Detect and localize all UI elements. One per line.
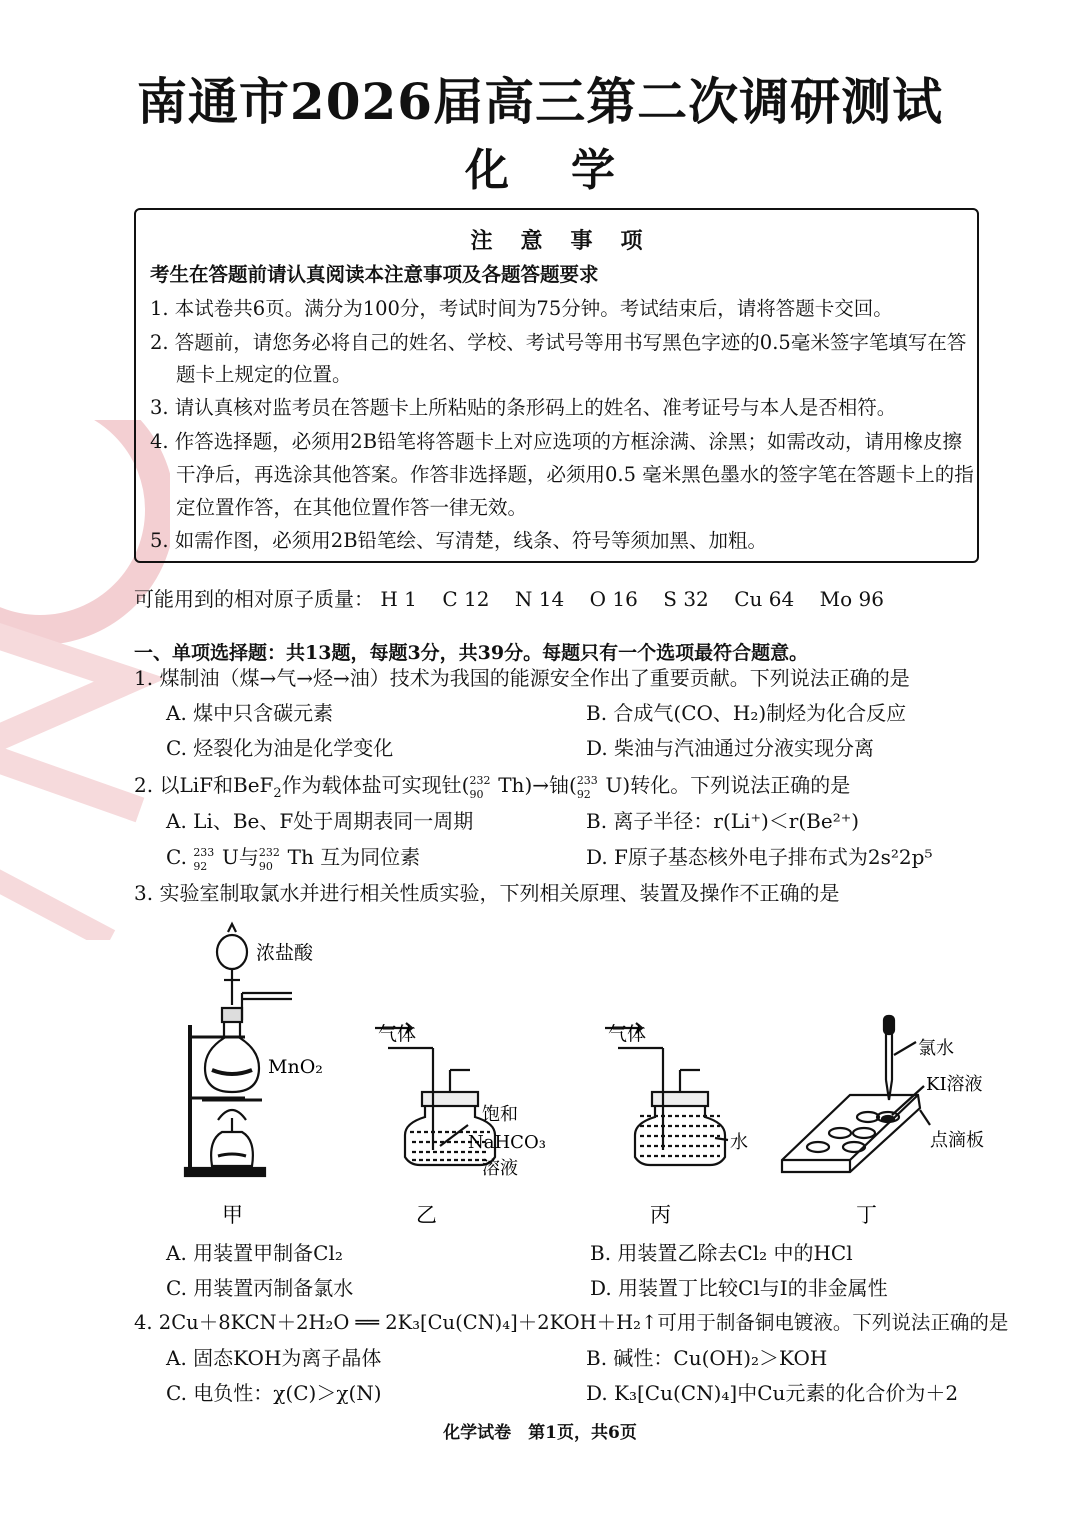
exam-title: 南通市2026届高三第二次调研测试 xyxy=(136,72,944,131)
q4-option-b: B. 碱性：Cu(OH)₂＞KOH xyxy=(586,1346,828,1370)
q3-option-c: C. 用装置丙制备氯水 xyxy=(166,1276,354,1300)
mass-h: H 1 xyxy=(380,587,417,611)
q1-option-b: B. 合成气(CO、H₂)制烃为化合反应 xyxy=(586,701,907,725)
label-spot-plate: 点滴板 xyxy=(930,1130,984,1151)
notice-line-2: 2. 答题前，请您务必将自己的姓名、学校、考试号等用书写黑色字迹的0.5毫米签字笔填写在答 xyxy=(150,331,967,354)
q4-stem: 4. 2Cu＋8KCN＋2H₂O ══ 2K₃[Cu(CN)₄]＋2KOH＋H₂↑可用于制备铜电镀液。下列说法正确的是 xyxy=(134,1311,1009,1334)
th-isotope-c xyxy=(258,846,280,873)
mass-o: O 16 xyxy=(589,587,638,611)
label-mno2: MnO₂ xyxy=(268,1056,323,1078)
label-saturated: 饱和 xyxy=(482,1104,518,1125)
atomic-masses xyxy=(134,584,884,614)
q2-option-c-part-c: Th 互为同位素 xyxy=(287,845,421,869)
u-atomic-number: 92 xyxy=(576,788,591,801)
notice-line-1: 1. 本试卷共6页。满分为100分，考试时间为75分钟。考试结束后，请将答题卡交回。 xyxy=(150,297,893,320)
notice-line-4b: 干净后，再选涂其他答案。作答非选择题，必须用0.5 毫米黑色墨水的签字笔在答题卡上的指 xyxy=(176,463,974,486)
subject-title: 化学 xyxy=(465,145,677,196)
q2-option-d: D. F原子基态核外电子排布式为2s²2p⁵ xyxy=(586,845,933,869)
q2-stem-part-c: Th)→铀( xyxy=(498,773,577,797)
label-ki-solution: KI溶液 xyxy=(926,1074,983,1095)
q2-stem-part-d: U)转化。下列说法正确的是 xyxy=(605,773,851,797)
q3-option-d: D. 用装置丁比较Cl与I的非金属性 xyxy=(590,1276,888,1300)
mass-mo: Mo 96 xyxy=(819,587,884,611)
u-isotope xyxy=(576,774,598,801)
q2-stem-part-b: 作为载体盐可实现钍( xyxy=(281,773,470,797)
u-atomic-number-c: 92 xyxy=(193,860,208,873)
label-gas-bing: 气体 xyxy=(608,1023,647,1045)
u-isotope-c xyxy=(193,846,215,873)
section-heading: 一、单项选择题：共13题，每题3分，共39分。每题只有一个选项最符合题意。 xyxy=(134,642,809,664)
label-jia: 甲 xyxy=(222,1203,243,1227)
mass-n: N 14 xyxy=(514,587,565,611)
th-atomic-number: 90 xyxy=(469,788,484,801)
page-footer: 化学试卷 第1页，共6页 xyxy=(443,1423,637,1443)
q1-stem: 1. 煤制油（煤→气→烃→油）技术为我国的能源安全作出了重要贡献。下列说法正确的是 xyxy=(134,666,910,690)
q2-option-a: A. Li、Be、F处于周期表同一周期 xyxy=(166,809,474,833)
label-conc-hcl: 浓盐酸 xyxy=(256,942,314,964)
q3-option-a: A. 用装置甲制备Cl₂ xyxy=(166,1241,343,1265)
q4-option-c: C. 电负性：χ(C)＞χ(N) xyxy=(166,1381,382,1405)
label-chlorine-water: 氯水 xyxy=(918,1038,954,1059)
q2-option-c-part-b: U与 xyxy=(222,845,259,869)
label-solution: 溶液 xyxy=(482,1158,518,1179)
q2-option-b: B. 离子半径：r(Li⁺)＜r(Be²⁺) xyxy=(586,809,860,833)
u-mass-c: 233 xyxy=(193,846,215,859)
label-gas-yi: 气体 xyxy=(378,1023,417,1045)
th-atomic-number-c: 90 xyxy=(258,860,273,873)
atomic-masses-label: 可能用到的相对原子质量： xyxy=(134,587,374,611)
q2-stem: 2. 以LiF和BeF$_2$作为载体盐可实现钍( 232 90 Th)→铀( 233 92 U)转化。下列说法正确的是 xyxy=(134,770,850,809)
label-water: 水 xyxy=(730,1132,748,1153)
label-nahco3: NaHCO₃ xyxy=(468,1132,546,1153)
th-mass-c: 232 xyxy=(258,846,280,859)
q1-option-c: C. 烃裂化为油是化学变化 xyxy=(166,736,394,760)
q2-stem-part-a: 2. 以LiF和BeF xyxy=(134,773,274,797)
mass-s: S 32 xyxy=(663,587,709,611)
q2-option-c xyxy=(166,842,420,872)
label-yi: 乙 xyxy=(416,1203,437,1227)
apparatus-figure xyxy=(150,920,1000,1230)
mass-c: C 12 xyxy=(442,587,490,611)
q3-stem: 3. 实验室制取氯水并进行相关性质实验，下列相关原理、装置及操作不正确的是 xyxy=(134,881,840,905)
notice-heading: 注意事项 xyxy=(470,228,671,254)
label-bing: 丙 xyxy=(650,1203,671,1227)
notice-intro: 考生在答题前请认真阅读本注意事项及各题答题要求 xyxy=(150,263,599,286)
notice-line-4: 4. 作答选择题，必须用2B铅笔将答题卡上对应选项的方框涂满、涂黑；如需改动，请用橡皮擦 xyxy=(150,430,963,453)
u-mass: 233 xyxy=(576,774,598,787)
notice-box xyxy=(134,208,979,563)
th-isotope xyxy=(469,774,491,801)
th-mass: 232 xyxy=(469,774,491,787)
q2-option-c-part-a: C. xyxy=(166,845,194,869)
q4-option-d: D. K₃[Cu(CN)₄]中Cu元素的化合价为＋2 xyxy=(586,1381,959,1405)
mass-cu: Cu 64 xyxy=(734,587,795,611)
notice-line-5: 5. 如需作图，必须用2B铅笔绘、写清楚，线条、符号等须加黑、加粗。 xyxy=(150,529,768,552)
q1-option-a: A. 煤中只含碳元素 xyxy=(166,701,334,725)
notice-line-4c: 定位置作答，在其他位置作答一律无效。 xyxy=(176,496,528,519)
q1-option-d: D. 柴油与汽油通过分液实现分离 xyxy=(586,736,875,760)
notice-line-3: 3. 请认真核对监考员在答题卡上所粘贴的条形码上的姓名、准考证号与本人是否相符。 xyxy=(150,396,897,419)
q3-option-b: B. 用装置乙除去Cl₂ 中的HCl xyxy=(590,1241,853,1265)
q4-option-a: A. 固态KOH为离子晶体 xyxy=(166,1346,382,1370)
label-ding: 丁 xyxy=(856,1203,877,1227)
notice-line-2b: 题卡上规定的位置。 xyxy=(176,363,352,386)
